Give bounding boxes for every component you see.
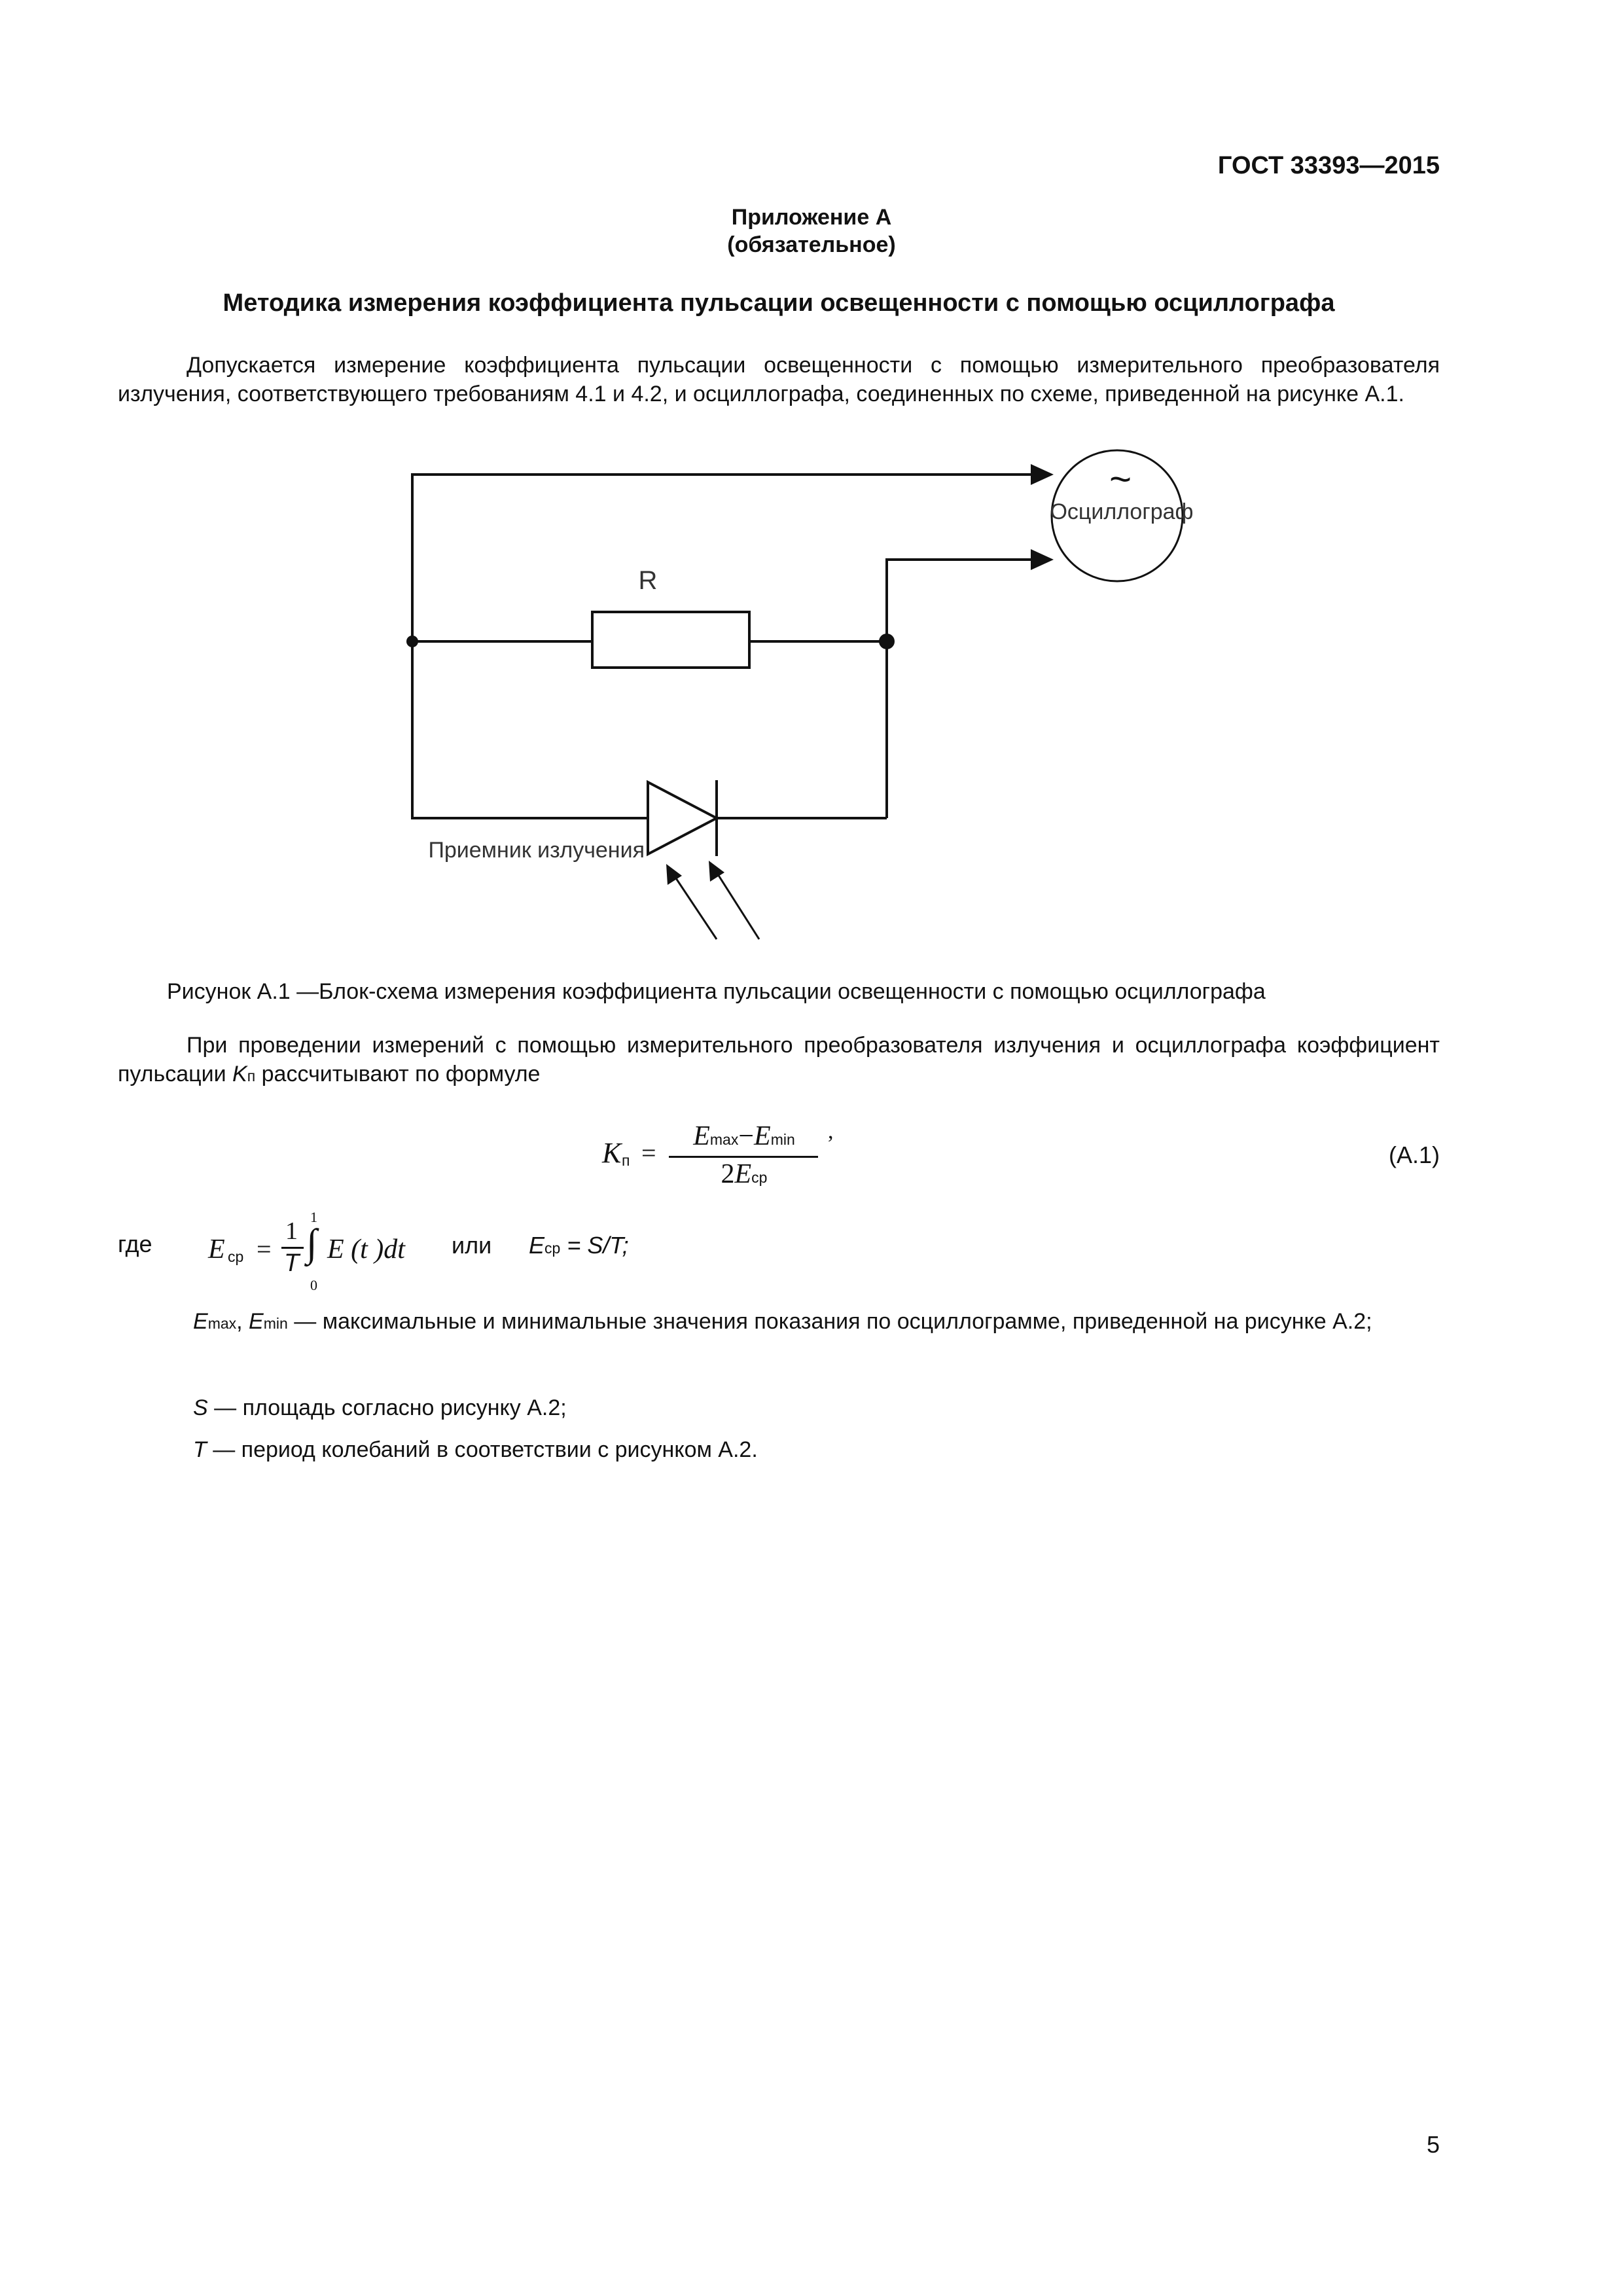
mean-alt-formula — [529, 1232, 629, 1259]
num-minus: − — [738, 1121, 755, 1151]
num-e2-sub: min — [770, 1131, 795, 1148]
formula-numerator — [669, 1121, 819, 1152]
den-e: E — [734, 1159, 752, 1189]
measure-text-before: При проведении измерений с помощью измерительного преобразователя излучения и осциллографа коэффициент пульсации — [118, 1033, 1440, 1086]
light-ray-1-arrowhead — [666, 864, 682, 885]
alt-rest: = S/T; — [560, 1232, 629, 1259]
top-wire — [412, 475, 1034, 641]
resistor-label: R — [638, 566, 658, 595]
mean-frac-bar — [281, 1247, 304, 1249]
circuit-diagram — [366, 432, 1257, 956]
measure-text-after: рассчитывают по формуле — [255, 1062, 541, 1086]
formula-lhs-sub: п — [622, 1152, 630, 1169]
section-title: Методика измерения коэффициента пульсации освещенности с помощью осциллографа — [223, 289, 1335, 317]
figure-caption: Рисунок А.1 —Блок-схема измерения коэффициента пульсации освещенности с помощью осциллографа — [167, 979, 1266, 1004]
definition-t: T — период колебаний в соответствии с рисунком А.2. — [193, 1437, 758, 1462]
mean-equals: = — [257, 1234, 272, 1264]
mean-e-sub: ср — [228, 1248, 244, 1265]
where-word: где — [118, 1230, 152, 1257]
integrand: E (t )dt — [327, 1234, 405, 1265]
mean-e: E — [208, 1234, 225, 1265]
definition-s: S — площадь согласно рисунку А.2; — [193, 1395, 567, 1420]
resistor — [592, 612, 749, 668]
formula-comma: , — [828, 1119, 834, 1143]
document-number: ГОСТ 33393—2015 — [1217, 152, 1440, 179]
kp-symbol: K — [232, 1062, 247, 1086]
definition-emax-emin: Emax, Emin — максимальные и минимальные значения показания по осциллограмме, приведенной на рисунке А.2; — [193, 1309, 1372, 1334]
receiver-label: Приемник излучения — [428, 838, 645, 863]
formula-denominator — [669, 1158, 819, 1190]
formula-lhs: K — [602, 1137, 622, 1169]
den-e-sub: ср — [751, 1169, 768, 1186]
den-coef: 2 — [721, 1159, 735, 1189]
oscilloscope-symbol: ~ — [1109, 458, 1132, 501]
annex-status: (обязательное) — [727, 232, 896, 257]
right-wire — [887, 560, 1034, 818]
num-e1: E — [693, 1121, 710, 1151]
intro-paragraph: Допускается измерение коэффициента пульсации освещенности с помощью измерительного преобразователя излучения, соответствующего требованиям 4.1 и 4.2, и осциллографа, соединенных по схеме, приведенной на рисунке А.1. — [118, 353, 1440, 406]
light-ray-1 — [671, 870, 717, 939]
alt-e: E — [529, 1232, 545, 1259]
photodiode-triangle — [648, 782, 717, 854]
formula-number: (А.1) — [1388, 1141, 1440, 1168]
mean-frac-den: T — [284, 1249, 300, 1277]
int-lower: 0 — [310, 1277, 317, 1293]
formula-a1 — [602, 1121, 864, 1193]
mean-frac-num: 1 — [285, 1217, 298, 1245]
mean-formula — [208, 1208, 437, 1293]
kp-subscript: п — [247, 1067, 256, 1085]
alt-e-sub: ср — [544, 1240, 561, 1257]
junction-left — [406, 636, 418, 647]
fraction-bar — [669, 1156, 818, 1158]
junction-right — [879, 634, 895, 649]
measure-paragraph — [118, 1031, 1440, 1090]
formula-equals: = — [641, 1138, 656, 1168]
int-upper: 1 — [310, 1209, 317, 1225]
or-word: или — [452, 1232, 492, 1259]
light-ray-2 — [713, 867, 759, 939]
top-arrowhead — [1031, 464, 1054, 485]
num-e1-sub: max — [709, 1131, 739, 1148]
oscilloscope-label: Осциллограф — [1050, 499, 1194, 524]
annex-title: Приложение А — [731, 205, 892, 230]
light-ray-2-arrowhead — [709, 861, 724, 882]
page-number: 5 — [1426, 2131, 1440, 2158]
bottom-arrowhead — [1031, 549, 1054, 570]
num-e2: E — [754, 1121, 771, 1151]
integral-sign: ∫ — [306, 1221, 317, 1265]
